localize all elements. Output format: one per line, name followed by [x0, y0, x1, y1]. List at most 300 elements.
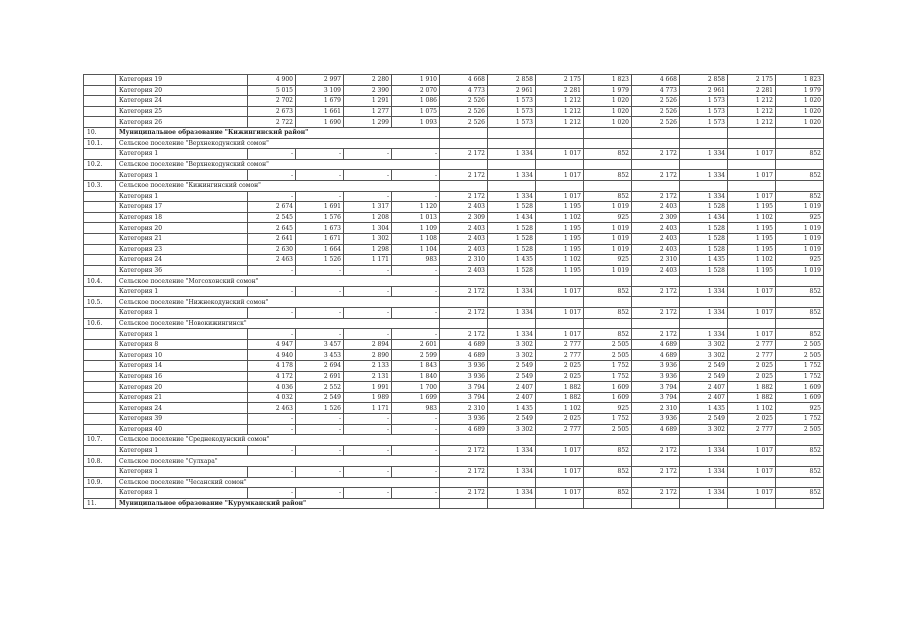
value-cell: 2 777	[728, 350, 776, 361]
empty-cell	[632, 159, 680, 170]
category-name-cell: Категория 23	[116, 244, 248, 255]
value-cell: 852	[776, 329, 824, 340]
value-cell: 1 752	[776, 414, 824, 425]
value-cell: 2 894	[344, 339, 392, 350]
value-cell: 1 017	[536, 286, 584, 297]
empty-cell	[776, 435, 824, 446]
value-cell: -	[296, 329, 344, 340]
empty-cell	[440, 180, 488, 191]
value-cell: 2 172	[440, 308, 488, 319]
value-cell: 1 434	[680, 212, 728, 223]
category-name-cell: Категория 24	[116, 96, 248, 107]
value-cell: 1 752	[584, 414, 632, 425]
settlement-header-row	[84, 276, 824, 287]
value-cell: -	[248, 424, 296, 435]
empty-cell	[440, 127, 488, 138]
value-cell: 2 025	[536, 361, 584, 372]
empty-cell	[536, 159, 584, 170]
value-cell: 2 526	[440, 96, 488, 107]
value-cell: 2 172	[440, 466, 488, 477]
row-index-cell	[84, 265, 116, 276]
table-row	[84, 149, 824, 160]
value-cell: 4 689	[632, 350, 680, 361]
value-cell: 2 549	[488, 371, 536, 382]
value-cell: 2 526	[440, 117, 488, 128]
value-cell: -	[392, 265, 440, 276]
value-cell: 1 882	[536, 382, 584, 393]
value-cell: 2 674	[248, 202, 296, 213]
value-cell: 2 309	[440, 212, 488, 223]
empty-cell	[776, 138, 824, 149]
value-cell: -	[296, 170, 344, 181]
value-cell: 2 549	[488, 361, 536, 372]
empty-cell	[728, 498, 776, 509]
value-cell: 1 195	[728, 244, 776, 255]
empty-cell	[488, 180, 536, 191]
value-cell: 925	[776, 212, 824, 223]
value-cell: -	[344, 466, 392, 477]
empty-cell	[440, 138, 488, 149]
value-cell: 1 573	[680, 117, 728, 128]
value-cell: 2 407	[488, 382, 536, 393]
value-cell: 4 178	[248, 361, 296, 372]
value-cell: 3 794	[440, 382, 488, 393]
category-name-cell: Категория 26	[116, 117, 248, 128]
value-cell: 1 334	[488, 286, 536, 297]
value-cell: 1 019	[584, 202, 632, 213]
category-name-cell: Категория 1	[116, 488, 248, 499]
value-cell: 2 691	[296, 371, 344, 382]
value-cell: 3 936	[632, 371, 680, 382]
value-cell: 1 075	[392, 106, 440, 117]
value-cell: -	[344, 149, 392, 160]
table-row	[84, 106, 824, 117]
empty-cell	[776, 456, 824, 467]
value-cell: -	[392, 488, 440, 499]
category-name-cell: Категория 24	[116, 403, 248, 414]
empty-cell	[776, 297, 824, 308]
value-cell: 1 017	[536, 466, 584, 477]
empty-cell	[488, 477, 536, 488]
value-cell: 3 457	[296, 339, 344, 350]
row-index-cell	[84, 223, 116, 234]
value-cell: 3 302	[680, 424, 728, 435]
value-cell: 2 172	[440, 488, 488, 499]
value-cell: 2 403	[440, 265, 488, 276]
table-row	[84, 371, 824, 382]
value-cell: 2 310	[440, 255, 488, 266]
value-cell: -	[392, 191, 440, 202]
value-cell: 2 281	[536, 85, 584, 96]
value-cell: 1 609	[584, 392, 632, 403]
row-index-cell	[84, 371, 116, 382]
empty-cell	[728, 276, 776, 287]
value-cell: 1 573	[488, 96, 536, 107]
value-cell: 2 599	[392, 350, 440, 361]
value-cell: -	[296, 286, 344, 297]
empty-cell	[632, 138, 680, 149]
value-cell: 3 794	[440, 392, 488, 403]
settlement-title-cell: Сельское поселение "Чесанский сомон"	[116, 477, 440, 488]
value-cell: 1 334	[680, 466, 728, 477]
row-index-cell	[84, 96, 116, 107]
value-cell: 983	[392, 403, 440, 414]
empty-cell	[776, 127, 824, 138]
value-cell: -	[248, 286, 296, 297]
value-cell: 4 689	[440, 339, 488, 350]
category-name-cell: Категория 20	[116, 223, 248, 234]
value-cell: 2 172	[440, 286, 488, 297]
value-cell: 2 722	[248, 117, 296, 128]
category-name-cell: Категория 1	[116, 191, 248, 202]
value-cell: 1 195	[536, 265, 584, 276]
value-cell: 1 109	[392, 223, 440, 234]
empty-cell	[728, 138, 776, 149]
value-cell: -	[344, 424, 392, 435]
category-name-cell: Категория 1	[116, 466, 248, 477]
value-cell: 3 453	[296, 350, 344, 361]
value-cell: 3 302	[680, 350, 728, 361]
empty-cell	[680, 435, 728, 446]
value-cell: 4 668	[632, 75, 680, 86]
value-cell: 852	[584, 149, 632, 160]
settlement-header-row	[84, 180, 824, 191]
value-cell: -	[392, 170, 440, 181]
empty-cell	[584, 456, 632, 467]
value-cell: 5 015	[248, 85, 296, 96]
value-cell: 1 334	[680, 488, 728, 499]
region-header-row	[84, 498, 824, 509]
value-cell: 2 310	[632, 255, 680, 266]
value-cell: -	[344, 286, 392, 297]
value-cell: 852	[776, 308, 824, 319]
value-cell: 1 573	[680, 106, 728, 117]
table-row	[84, 308, 824, 319]
value-cell: 1 979	[584, 85, 632, 96]
settlement-header-row	[84, 435, 824, 446]
row-index-cell	[84, 339, 116, 350]
value-cell: 1 334	[680, 445, 728, 456]
empty-cell	[584, 127, 632, 138]
value-cell: 2 403	[632, 244, 680, 255]
category-name-cell: Категория 18	[116, 212, 248, 223]
value-cell: 2 545	[248, 212, 296, 223]
empty-cell	[680, 138, 728, 149]
section-number-cell: 10.5.	[84, 297, 116, 308]
row-index-cell	[84, 350, 116, 361]
value-cell: 1 017	[728, 329, 776, 340]
value-cell: 2 403	[632, 233, 680, 244]
value-cell: 1 528	[680, 202, 728, 213]
value-cell: 1 843	[392, 361, 440, 372]
value-cell: 1 673	[296, 223, 344, 234]
empty-cell	[632, 456, 680, 467]
empty-cell	[632, 498, 680, 509]
table-body	[84, 75, 824, 509]
value-cell: 852	[584, 488, 632, 499]
table-row	[84, 244, 824, 255]
value-cell: 1 690	[296, 117, 344, 128]
value-cell: 2 505	[584, 424, 632, 435]
value-cell: 1 671	[296, 233, 344, 244]
value-cell: -	[392, 308, 440, 319]
table-row	[84, 339, 824, 350]
value-cell: -	[248, 149, 296, 160]
row-index-cell	[84, 488, 116, 499]
value-cell: 1 212	[536, 117, 584, 128]
value-cell: 1 298	[344, 244, 392, 255]
empty-cell	[488, 276, 536, 287]
empty-cell	[536, 435, 584, 446]
table-row	[84, 233, 824, 244]
value-cell: -	[248, 488, 296, 499]
row-index-cell	[84, 202, 116, 213]
category-name-cell: Категория 40	[116, 424, 248, 435]
value-cell: 1 195	[728, 265, 776, 276]
value-cell: 4 947	[248, 339, 296, 350]
value-cell: 1 086	[392, 96, 440, 107]
empty-cell	[680, 276, 728, 287]
settlement-title-cell: Сельское поселение "Верхнекодунский сомон"	[116, 159, 440, 170]
empty-cell	[440, 477, 488, 488]
value-cell: 852	[584, 191, 632, 202]
value-cell: 1 840	[392, 371, 440, 382]
empty-cell	[632, 127, 680, 138]
value-cell: 4 032	[248, 392, 296, 403]
value-cell: 1 017	[536, 488, 584, 499]
value-cell: -	[344, 191, 392, 202]
empty-cell	[776, 498, 824, 509]
value-cell: 2 630	[248, 244, 296, 255]
value-cell: 2 505	[776, 424, 824, 435]
value-cell: 1 102	[728, 403, 776, 414]
value-cell: 1 019	[776, 244, 824, 255]
row-index-cell	[84, 403, 116, 414]
value-cell: 2 890	[344, 350, 392, 361]
value-cell: 1 334	[488, 191, 536, 202]
value-cell: 1 017	[728, 149, 776, 160]
empty-cell	[536, 297, 584, 308]
value-cell: -	[296, 414, 344, 425]
value-cell: 1 212	[536, 106, 584, 117]
value-cell: 983	[392, 255, 440, 266]
table-row	[84, 223, 824, 234]
value-cell: 1 989	[344, 392, 392, 403]
value-cell: 4 689	[440, 350, 488, 361]
value-cell: 1 019	[584, 244, 632, 255]
value-cell: 2 390	[344, 85, 392, 96]
value-cell: 1 435	[680, 403, 728, 414]
value-cell: 1 195	[536, 223, 584, 234]
value-cell: 2 172	[632, 286, 680, 297]
value-cell: 1 334	[488, 170, 536, 181]
value-cell: 1 102	[536, 212, 584, 223]
value-cell: 2 777	[536, 424, 584, 435]
value-cell: 2 172	[440, 445, 488, 456]
value-cell: 3 936	[440, 414, 488, 425]
value-cell: 1 104	[392, 244, 440, 255]
value-cell: 1 013	[392, 212, 440, 223]
value-cell: 1 171	[344, 403, 392, 414]
empty-cell	[488, 456, 536, 467]
value-cell: 925	[584, 403, 632, 414]
category-name-cell: Категория 1	[116, 308, 248, 319]
row-index-cell	[84, 117, 116, 128]
category-name-cell: Категория 1	[116, 329, 248, 340]
table-row	[84, 329, 824, 340]
value-cell: 2 641	[248, 233, 296, 244]
empty-cell	[584, 180, 632, 191]
empty-cell	[680, 297, 728, 308]
empty-cell	[536, 318, 584, 329]
value-cell: 1 528	[488, 244, 536, 255]
value-cell: 1 017	[728, 466, 776, 477]
empty-cell	[632, 435, 680, 446]
value-cell: 852	[776, 445, 824, 456]
empty-cell	[488, 498, 536, 509]
value-cell: 2 505	[584, 339, 632, 350]
value-cell: -	[344, 414, 392, 425]
value-cell: 1 334	[680, 308, 728, 319]
empty-cell	[440, 159, 488, 170]
value-cell: 2 673	[248, 106, 296, 117]
value-cell: 1 212	[728, 106, 776, 117]
empty-cell	[776, 318, 824, 329]
settlement-title-cell: Сельское поселение "Сулхара"	[116, 456, 440, 467]
value-cell: 2 403	[440, 244, 488, 255]
empty-cell	[536, 456, 584, 467]
value-cell: 1 017	[536, 191, 584, 202]
row-index-cell	[84, 308, 116, 319]
table-row	[84, 445, 824, 456]
row-index-cell	[84, 212, 116, 223]
settlement-title-cell: Сельское поселение "Верхнекодунский сомон"	[116, 138, 440, 149]
value-cell: 1 528	[488, 202, 536, 213]
value-cell: 2 526	[440, 106, 488, 117]
table-row	[84, 255, 824, 266]
row-index-cell	[84, 329, 116, 340]
empty-cell	[536, 127, 584, 138]
category-name-cell: Категория 10	[116, 350, 248, 361]
value-cell: 1 102	[728, 255, 776, 266]
value-cell: 1 334	[488, 488, 536, 499]
empty-cell	[632, 276, 680, 287]
empty-cell	[440, 318, 488, 329]
value-cell: 2 407	[680, 382, 728, 393]
value-cell: 2 403	[440, 202, 488, 213]
value-cell: 1 019	[584, 265, 632, 276]
section-number-cell: 10.8.	[84, 456, 116, 467]
value-cell: 3 794	[632, 382, 680, 393]
value-cell: 925	[584, 255, 632, 266]
empty-cell	[488, 297, 536, 308]
table-row	[84, 212, 824, 223]
value-cell: 852	[584, 286, 632, 297]
value-cell: 2 777	[536, 350, 584, 361]
value-cell: 1 019	[584, 223, 632, 234]
value-cell: 1 019	[776, 223, 824, 234]
value-cell: 1 882	[728, 392, 776, 403]
category-name-cell: Категория 1	[116, 149, 248, 160]
empty-cell	[584, 477, 632, 488]
empty-cell	[680, 456, 728, 467]
row-index-cell	[84, 191, 116, 202]
value-cell: 1 195	[536, 244, 584, 255]
empty-cell	[632, 180, 680, 191]
category-name-cell: Категория 20	[116, 85, 248, 96]
value-cell: 1 434	[488, 212, 536, 223]
value-cell: 1 020	[776, 106, 824, 117]
value-cell: 4 036	[248, 382, 296, 393]
value-cell: 3 794	[632, 392, 680, 403]
value-cell: 2 172	[632, 308, 680, 319]
value-cell: 1 334	[680, 170, 728, 181]
value-cell: 852	[776, 488, 824, 499]
value-cell: 2 172	[632, 466, 680, 477]
value-cell: 1 528	[680, 244, 728, 255]
value-cell: 2 403	[632, 202, 680, 213]
value-cell: 1 334	[680, 191, 728, 202]
value-cell: 2 025	[728, 371, 776, 382]
value-cell: 1 212	[536, 96, 584, 107]
value-cell: 1 334	[488, 445, 536, 456]
value-cell: 1 526	[296, 403, 344, 414]
value-cell: 2 172	[632, 488, 680, 499]
table-row	[84, 286, 824, 297]
value-cell: 2 172	[632, 149, 680, 160]
empty-cell	[536, 138, 584, 149]
category-name-cell: Категория 36	[116, 265, 248, 276]
value-cell: 2 172	[632, 329, 680, 340]
value-cell: 1 208	[344, 212, 392, 223]
empty-cell	[776, 477, 824, 488]
value-cell: 1 102	[728, 212, 776, 223]
value-cell: 1 017	[728, 488, 776, 499]
value-cell: 4 689	[632, 424, 680, 435]
value-cell: 2 133	[344, 361, 392, 372]
row-index-cell	[84, 233, 116, 244]
value-cell: 4 773	[440, 85, 488, 96]
empty-cell	[728, 318, 776, 329]
value-cell: 2 702	[248, 96, 296, 107]
empty-cell	[680, 477, 728, 488]
value-cell: 3 109	[296, 85, 344, 96]
value-cell: 852	[776, 191, 824, 202]
row-index-cell	[84, 286, 116, 297]
table-row	[84, 403, 824, 414]
value-cell: -	[296, 308, 344, 319]
value-cell: 1 609	[584, 382, 632, 393]
row-index-cell	[84, 255, 116, 266]
value-cell: -	[344, 445, 392, 456]
row-index-cell	[84, 149, 116, 160]
empty-cell	[584, 276, 632, 287]
value-cell: 1 334	[680, 286, 728, 297]
empty-cell	[584, 138, 632, 149]
value-cell: -	[392, 329, 440, 340]
value-cell: 1 752	[584, 361, 632, 372]
empty-cell	[728, 297, 776, 308]
value-cell: 2 175	[728, 75, 776, 86]
value-cell: -	[296, 424, 344, 435]
value-cell: 1 752	[776, 361, 824, 372]
region-header-row	[84, 127, 824, 138]
value-cell: 2 505	[584, 350, 632, 361]
value-cell: 1 576	[296, 212, 344, 223]
value-cell: 2 172	[440, 149, 488, 160]
row-index-cell	[84, 361, 116, 372]
empty-cell	[488, 159, 536, 170]
